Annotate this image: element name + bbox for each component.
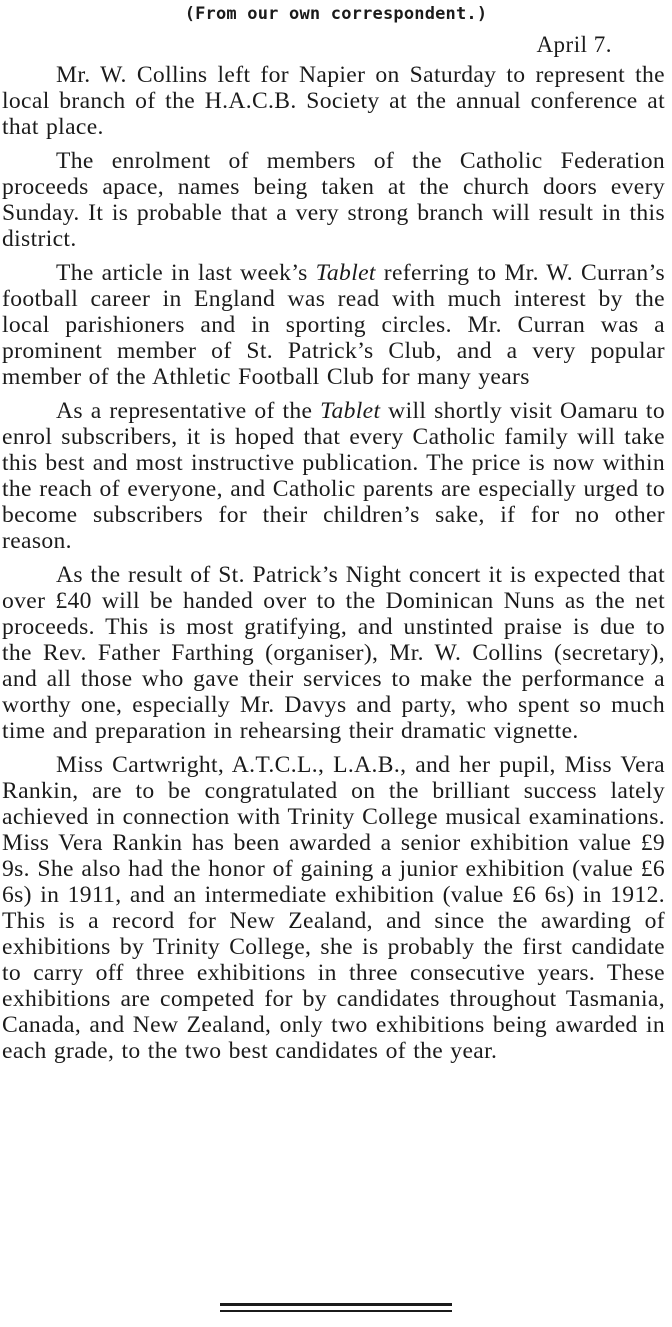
- article-body: [2, 62, 665, 1072]
- publication-title: Tablet: [315, 260, 376, 286]
- paragraph-text: The article in last week’s: [56, 260, 316, 286]
- publication-title: Tablet: [320, 398, 381, 424]
- paragraph-text: Miss Cartwright, A.T.C.L., L.A.B., and her pupil, Miss Vera Rankin, are to be congratulated on the brilliant success lately achieved in connection with Trinity College musical examinations. Miss Vera Rankin has been awarded a senior exhibition value £9 9s. She also had the honor of gaining a junior exhibition (value £6 6s) in 1911, and an intermediate exhibition (value £6 6s) in 1912. This is a record for New Zealand, and since the awarding of exhibitions by Trinity College, she is probably the first candidate to carry off three exhibitions in three consecutive years. These exhibitions are competed for by candidates throughout Tasmania, Canada, and New Zealand, only two exhibitions being awarded in each grade, to the two best candidates of the year.: [2, 752, 665, 1064]
- paragraph-text: referring to Mr. W. Curran’s football career in England was read with much interest by the local parishioners and in sporting circles. Mr. Curran was a prominent member of St. Patrick’s Club, and a very popular member of the Athletic Football Club for many years: [2, 260, 665, 390]
- paragraph-text: Mr. W. Collins left for Napier on Saturday to represent the local branch of the H.A.C.B. Society at the annual conference at that place.: [2, 62, 665, 140]
- end-rule: [220, 1303, 452, 1317]
- article-paragraph: [2, 562, 665, 744]
- paragraph-text: As the result of St. Patrick’s Night concert it is expected that over £40 will be handed over to the Dominican Nuns as the net proceeds. This is most gratifying, and unstinted praise is due to the Rev. Father Farthing (organiser), Mr. W. Collins (secretary), and all those who gave their services to make the performance a worthy one, especially Mr. Davys and party, who spent so much time and preparation in rehearsing their dramatic vignette.: [2, 562, 665, 744]
- article-paragraph: [2, 752, 665, 1064]
- dateline: April 7.: [536, 32, 612, 57]
- paragraph-text: As a representative of the: [56, 398, 321, 424]
- end-rule-thick: [220, 1303, 452, 1306]
- article-paragraph: [2, 148, 665, 252]
- article-paragraph: [2, 260, 665, 390]
- paragraph-text: The enrolment of members of the Catholic Federation proceeds apace, names being taken at the church doors every Sunday. It is probable that a very strong branch will result in this district.: [2, 148, 665, 252]
- end-rule-thin: [220, 1310, 452, 1312]
- article-paragraph: [2, 62, 665, 140]
- article-paragraph: [2, 398, 665, 554]
- paragraph-text: will shortly visit Oamaru to enrol subscribers, it is hoped that every Catholic family will take this best and most instructive publication. The price is now within the reach of everyone, and Catholic parents are especially urged to become subscribers for their children’s sake, if for no other reason.: [2, 398, 665, 554]
- byline: (From our own correspondent.): [184, 4, 488, 24]
